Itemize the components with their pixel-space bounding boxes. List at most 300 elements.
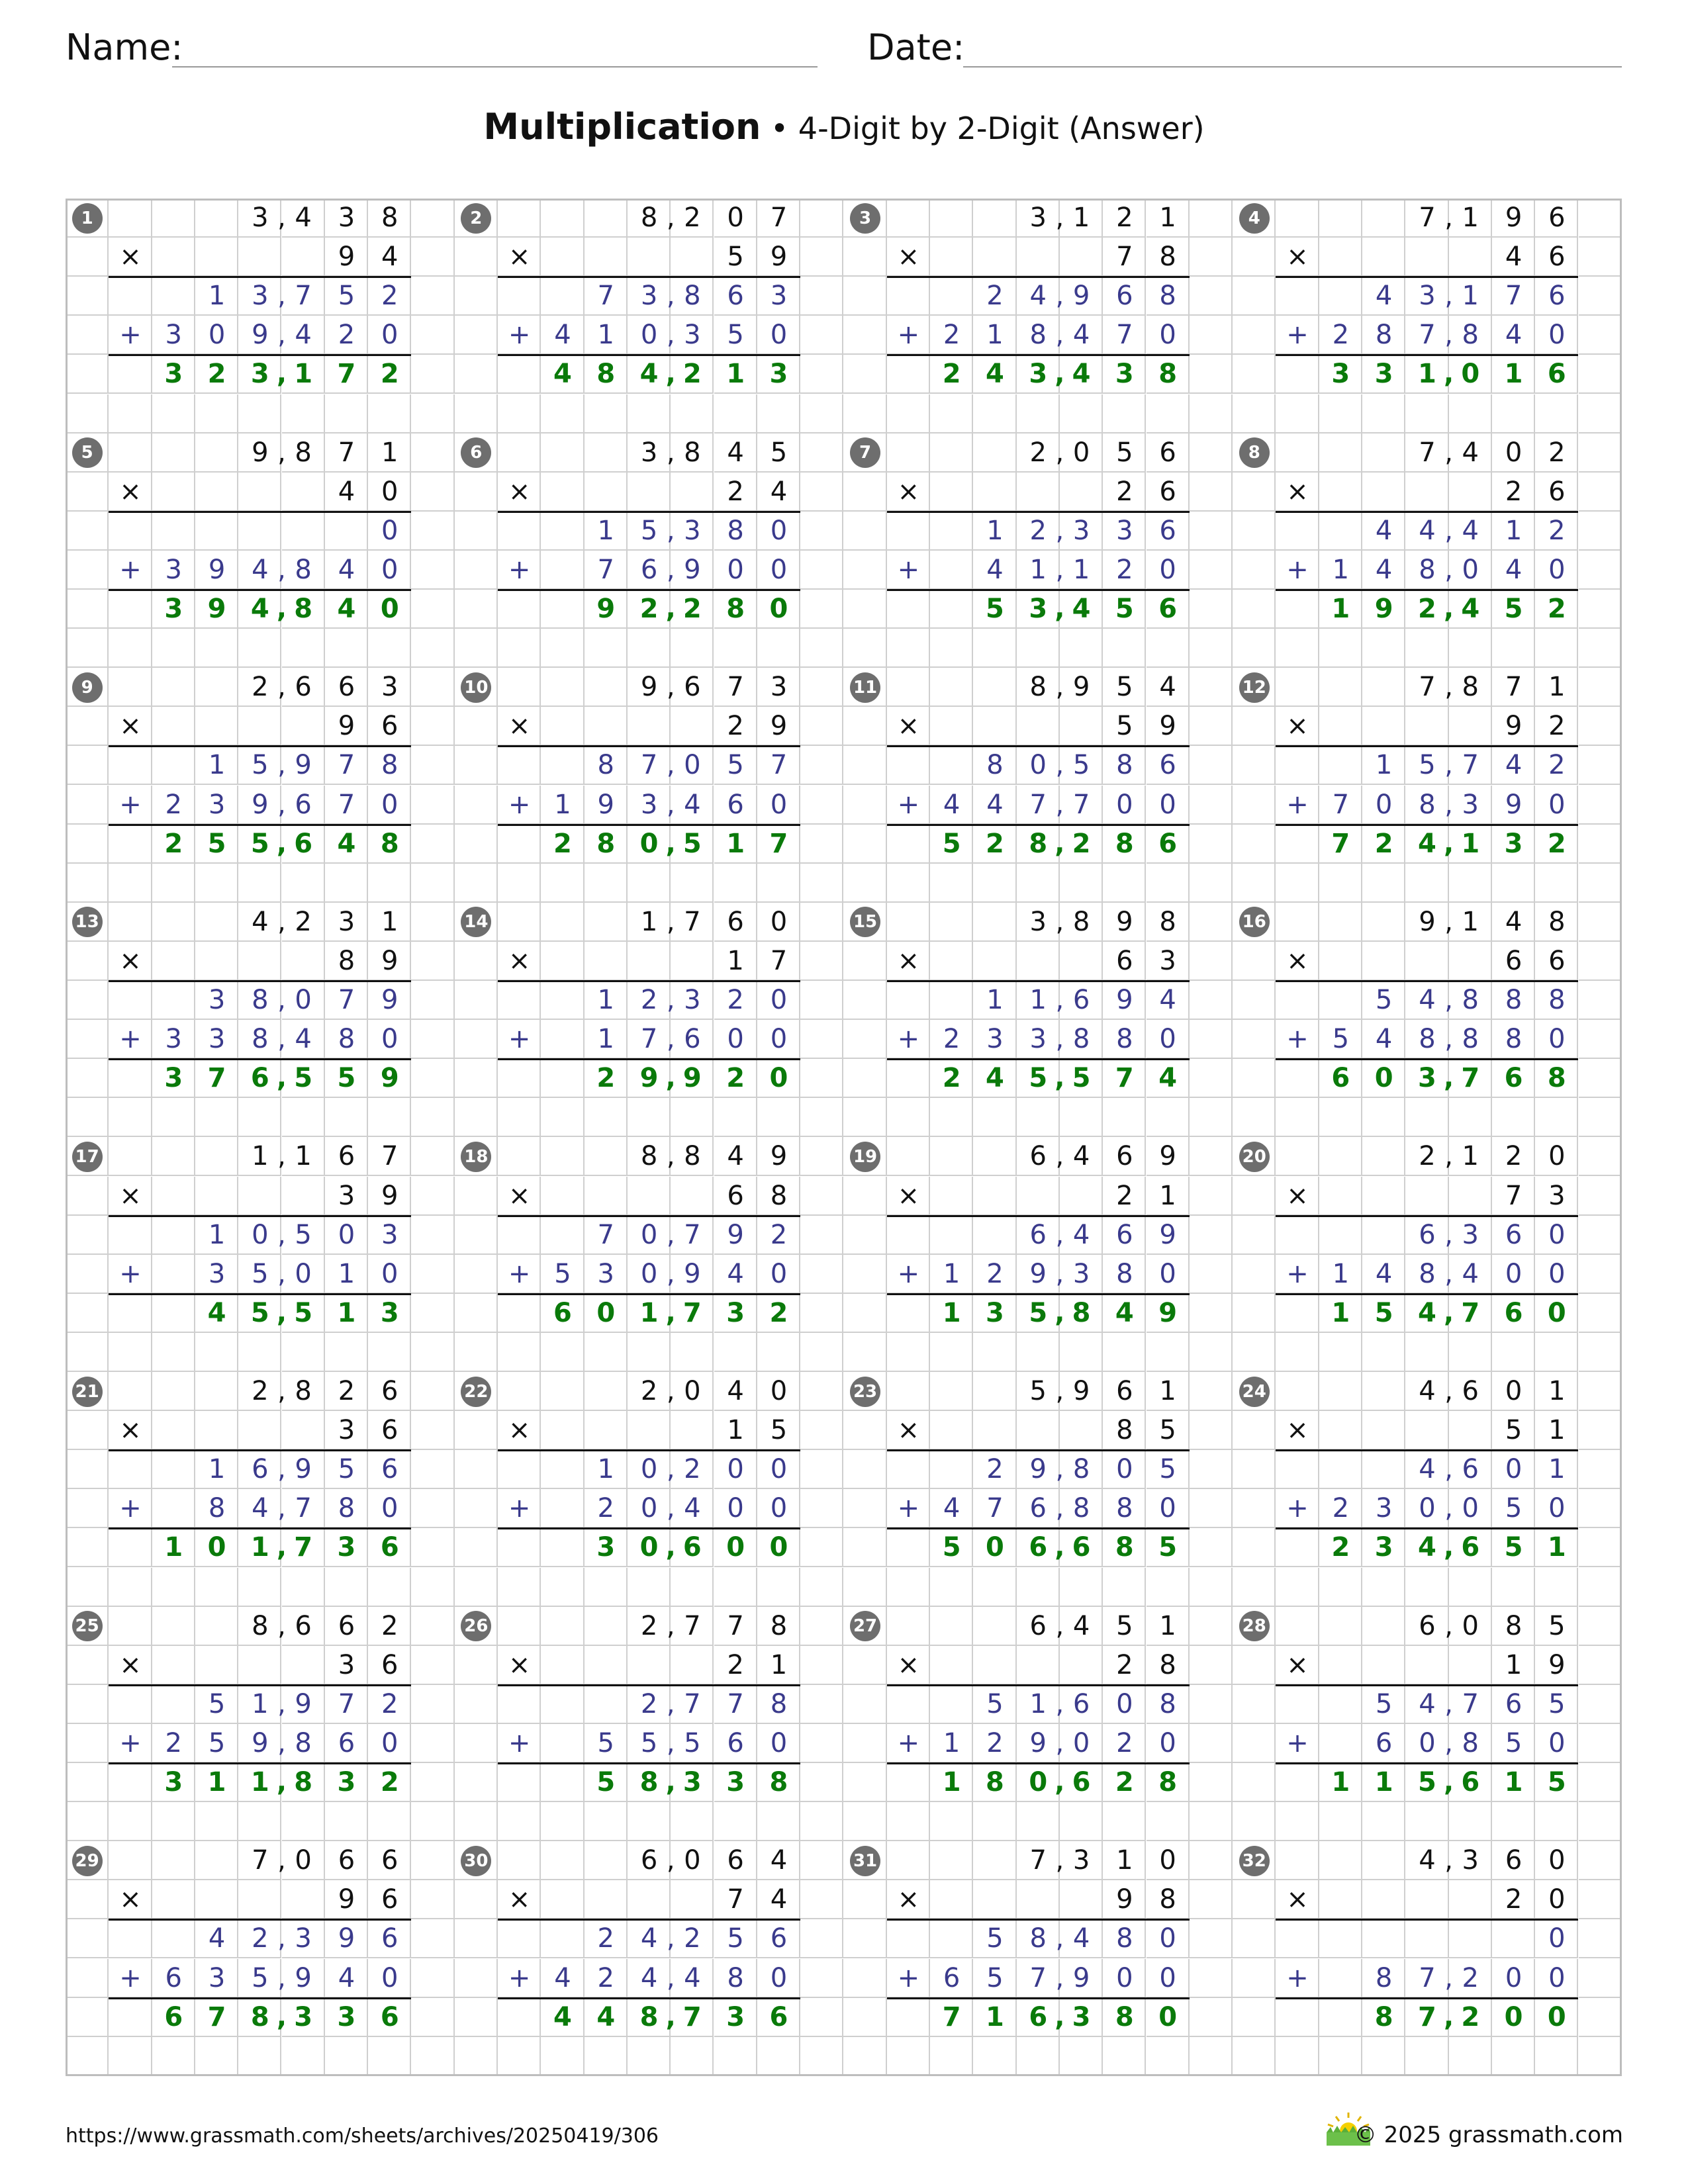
partial-product-1-comma: , — [1055, 281, 1064, 312]
partial-product-2-comma: , — [1444, 789, 1453, 820]
multiplicand-digit: 1 — [1116, 1845, 1133, 1876]
partial-product-2-digit: 5 — [640, 1727, 658, 1758]
partial-product-2-digit: 5 — [208, 1727, 226, 1758]
multiplicand-comma: , — [277, 203, 286, 233]
multiplicand-digit: 8 — [640, 203, 658, 233]
answer-digit: 7 — [1461, 1063, 1480, 1094]
plus-sign: + — [508, 789, 531, 820]
plus-sign: + — [508, 1493, 531, 1524]
partial-product-1-digit: 6 — [381, 1923, 399, 1954]
partial-product-2-digit: 7 — [1029, 1962, 1047, 1993]
plus-sign: + — [508, 320, 531, 351]
plus-sign: + — [897, 1024, 920, 1055]
multiplicand-comma: , — [666, 1845, 675, 1876]
partial-product-1-digit: 6 — [1505, 1688, 1523, 1719]
times-sign: × — [119, 945, 142, 976]
times-sign: × — [1286, 1180, 1309, 1211]
multiplicand-digit: 3 — [1029, 906, 1047, 937]
multiplier-digit: 7 — [1505, 1180, 1523, 1211]
partial-product-2-comma: , — [666, 1727, 675, 1758]
multiplier-digit: 6 — [1505, 945, 1523, 976]
multiplier-digit: 1 — [1548, 1415, 1566, 1446]
partial-product-1-comma: , — [277, 985, 286, 1015]
partial-product-1-digit: 4 — [1419, 985, 1436, 1015]
partial-product-2-digit: 0 — [1548, 789, 1566, 820]
partial-product-2-digit: 4 — [684, 1962, 701, 1993]
multiplier-digit: 4 — [1505, 242, 1523, 273]
multiplicand-comma: , — [277, 672, 286, 703]
multiplicand-digit: 8 — [252, 1610, 269, 1641]
partial-product-2-digit: 4 — [986, 789, 1004, 820]
answer-digit: 5 — [682, 828, 702, 859]
partial-product-1-digit: 3 — [684, 515, 701, 546]
times-sign: × — [508, 1884, 531, 1915]
answer-digit: 1 — [294, 359, 313, 390]
partial-product-1-digit: 8 — [1505, 985, 1523, 1015]
partial-product-1-comma: , — [1444, 1219, 1453, 1250]
answer-digit: 1 — [1547, 1532, 1566, 1563]
answer-digit: 4 — [1418, 1532, 1436, 1563]
answer-digit: 8 — [294, 1767, 313, 1797]
multiplicand-digit: 6 — [684, 672, 701, 703]
multiplicand-digit: 1 — [1462, 203, 1479, 233]
answer-digit: 3 — [1504, 828, 1523, 859]
partial-product-2-digit: 8 — [1462, 320, 1479, 351]
partial-product-1-digit: 1 — [597, 515, 614, 546]
answer-digit: 3 — [164, 594, 183, 624]
partial-product-1-digit: 6 — [1116, 1219, 1133, 1250]
times-sign: × — [1286, 711, 1309, 742]
partial-product-1-digit: 7 — [1462, 750, 1479, 781]
multiplier-digit: 9 — [381, 945, 399, 976]
multiplier-digit: 5 — [727, 242, 744, 273]
answer-digit: 2 — [1115, 1767, 1134, 1797]
answer-digit: 0 — [726, 1532, 745, 1563]
partial-product-2-digit: 5 — [252, 1962, 269, 1993]
answer-digit: 3 — [726, 1767, 745, 1797]
multiplier-digit: 4 — [381, 242, 399, 273]
answer-digit: 1 — [986, 2001, 1004, 2032]
answer-digit: 1 — [250, 1532, 269, 1563]
partial-product-1-digit: 5 — [1419, 750, 1436, 781]
problem-number-badge: 31 — [850, 1846, 880, 1876]
partial-product-1-digit: 2 — [381, 281, 399, 312]
partial-product-1-digit: 9 — [295, 750, 312, 781]
answer-digit: 2 — [1374, 828, 1393, 859]
multiplicand-digit: 0 — [1072, 437, 1090, 468]
multiplicand-comma: , — [1055, 1610, 1064, 1641]
partial-product-2-digit: 7 — [1116, 320, 1133, 351]
multiplicand-digit: 6 — [1116, 1141, 1133, 1172]
times-sign: × — [1286, 1415, 1309, 1446]
partial-product-1-digit: 5 — [727, 750, 744, 781]
partial-product-1-digit: 6 — [1505, 1219, 1523, 1250]
partial-product-1-digit: 6 — [1072, 1688, 1090, 1719]
multiplicand-digit: 7 — [252, 1845, 269, 1876]
partial-product-1-digit: 7 — [1462, 1688, 1479, 1719]
partial-product-2-digit: 7 — [1419, 320, 1436, 351]
multiplier-digit: 6 — [1548, 945, 1566, 976]
answer-digit: 3 — [596, 1532, 616, 1563]
multiplier-digit: 2 — [1505, 476, 1523, 507]
partial-product-2-digit: 3 — [1072, 1258, 1090, 1289]
multiplicand-digit: 2 — [338, 1376, 355, 1406]
partial-product-1-digit: 2 — [640, 985, 658, 1015]
partial-product-1-digit: 6 — [1159, 750, 1176, 781]
answer-digit: 4 — [553, 359, 572, 390]
answer-comma: , — [1443, 359, 1454, 390]
answer-digit: 3 — [337, 2001, 356, 2032]
partial-product-1-digit: 3 — [381, 1219, 399, 1250]
partial-product-2-digit: 2 — [165, 1727, 182, 1758]
answer-digit: 1 — [1504, 359, 1523, 390]
multiplicand-digit: 1 — [1462, 906, 1479, 937]
problem-number-badge: 13 — [72, 907, 103, 937]
answer-digit: 5 — [294, 1297, 313, 1328]
answer-digit: 3 — [1115, 359, 1134, 390]
answer-digit: 1 — [207, 1767, 226, 1797]
partial-product-1-digit: 2 — [770, 1219, 788, 1250]
multiplier-digit: 3 — [1159, 945, 1176, 976]
answer-digit: 3 — [769, 359, 788, 390]
multiplicand-digit: 2 — [1116, 203, 1133, 233]
times-sign: × — [119, 476, 142, 507]
plus-sign: + — [508, 1024, 531, 1055]
answer-digit: 1 — [1374, 1767, 1393, 1797]
problem-number-badge: 14 — [461, 907, 491, 937]
multiplicand-digit: 4 — [1505, 906, 1523, 937]
multiplier-digit: 6 — [1548, 476, 1566, 507]
partial-product-1-digit: 1 — [208, 1219, 226, 1250]
answer-digit: 4 — [553, 2001, 572, 2032]
answer-digit: 2 — [380, 1767, 399, 1797]
partial-product-1-digit: 6 — [1462, 1454, 1479, 1485]
partial-product-2-digit: 7 — [640, 1024, 658, 1055]
partial-product-2-digit: 3 — [165, 1024, 182, 1055]
partial-product-1-digit: 8 — [770, 1688, 788, 1719]
partial-product-1-digit: 2 — [727, 985, 744, 1015]
problem-number-badge: 30 — [461, 1846, 491, 1876]
partial-product-1-digit: 6 — [1548, 281, 1566, 312]
partial-product-1-digit: 0 — [770, 515, 788, 546]
partial-product-2-digit: 4 — [640, 1962, 658, 1993]
answer-comma: , — [1055, 1532, 1065, 1563]
partial-product-1-comma: , — [666, 515, 675, 546]
multiplicand-digit: 3 — [640, 437, 658, 468]
partial-product-2-digit: 4 — [295, 1024, 312, 1055]
partial-product-2-digit: 3 — [1375, 1493, 1393, 1524]
multiplicand-digit: 9 — [1116, 906, 1133, 937]
partial-product-1-digit: 5 — [295, 1219, 312, 1250]
partial-product-1-digit: 8 — [1548, 985, 1566, 1015]
answer-digit: 7 — [682, 1297, 702, 1328]
partial-product-1-comma: , — [666, 281, 675, 312]
answer-digit: 8 — [1072, 1297, 1091, 1328]
multiplicand-digit: 0 — [684, 1376, 701, 1406]
multiplier-digit: 6 — [727, 1180, 744, 1211]
partial-product-1-digit: 2 — [684, 1923, 701, 1954]
partial-product-2-digit: 8 — [1375, 320, 1393, 351]
answer-digit: 6 — [1461, 1767, 1480, 1797]
partial-product-2-digit: 3 — [684, 320, 701, 351]
partial-product-1-digit: 0 — [381, 515, 399, 546]
answer-comma: , — [665, 359, 676, 390]
answer-digit: 8 — [294, 594, 313, 624]
partial-product-1-digit: 2 — [252, 1923, 269, 1954]
multiplicand-digit: 8 — [1548, 906, 1566, 937]
answer-digit: 7 — [1115, 1063, 1134, 1094]
partial-product-1-digit: 1 — [208, 750, 226, 781]
multiplicand-comma: , — [277, 1141, 286, 1172]
answer-digit: 2 — [1547, 594, 1566, 624]
multiplicand-digit: 4 — [770, 1845, 788, 1876]
partial-product-2-comma: , — [277, 1024, 286, 1055]
partial-product-1-digit: 7 — [295, 281, 312, 312]
multiplicand-digit: 7 — [684, 906, 701, 937]
partial-product-2-digit: 6 — [727, 789, 744, 820]
partial-product-2-digit: 0 — [381, 1962, 399, 1993]
answer-digit: 1 — [1461, 828, 1480, 859]
times-sign: × — [119, 242, 142, 273]
answer-digit: 4 — [1072, 359, 1091, 390]
partial-product-1-digit: 8 — [1029, 1923, 1047, 1954]
multiplicand-digit: 4 — [252, 906, 269, 937]
answer-comma: , — [1055, 359, 1065, 390]
multiplicand-digit: 7 — [727, 672, 744, 703]
answer-digit: 4 — [596, 2001, 616, 2032]
partial-product-1-comma: , — [1055, 1219, 1064, 1250]
answer-digit: 2 — [769, 1297, 788, 1328]
answer-digit: 5 — [1115, 594, 1134, 624]
multiplier-digit: 9 — [1116, 1884, 1133, 1915]
partial-product-2-digit: 4 — [943, 1493, 961, 1524]
partial-product-1-digit: 1 — [597, 985, 614, 1015]
partial-product-2-comma: , — [666, 1962, 675, 1993]
partial-product-2-digit: 8 — [252, 1024, 269, 1055]
problem-number-badge: 5 — [72, 437, 103, 468]
times-sign: × — [1286, 1884, 1309, 1915]
partial-product-1-digit: 8 — [684, 281, 701, 312]
multiplier-digit: 4 — [770, 1884, 788, 1915]
partial-product-2-comma: , — [1444, 320, 1453, 351]
problem-number-badge: 17 — [72, 1142, 103, 1172]
answer-digit: 2 — [164, 828, 183, 859]
multiplicand-comma: , — [1444, 1141, 1453, 1172]
answer-digit: 0 — [986, 1532, 1004, 1563]
multiplier-digit: 7 — [727, 1884, 744, 1915]
date-field-line[interactable] — [963, 66, 1622, 68]
answer-digit: 9 — [682, 1063, 702, 1094]
partial-product-2-digit: 9 — [252, 320, 269, 351]
multiplicand-comma: , — [1444, 437, 1453, 468]
partial-product-2-digit: 4 — [338, 554, 355, 585]
times-sign: × — [119, 1180, 142, 1211]
answer-digit: 3 — [1029, 359, 1048, 390]
answer-comma: , — [276, 828, 287, 859]
answer-comma: , — [1055, 828, 1065, 859]
answer-digit: 8 — [1115, 828, 1134, 859]
multiplicand-digit: 2 — [1548, 437, 1566, 468]
answer-digit: 2 — [639, 594, 659, 624]
partial-product-2-digit: 0 — [640, 1258, 658, 1289]
partial-product-2-digit: 0 — [295, 1258, 312, 1289]
multiplicand-digit: 0 — [1548, 1141, 1566, 1172]
times-sign: × — [897, 1415, 920, 1446]
partial-product-1-digit: 9 — [381, 985, 399, 1015]
partial-product-1-digit: 6 — [1159, 515, 1176, 546]
multiplicand-digit: 4 — [727, 1376, 744, 1406]
answer-digit: 7 — [294, 1532, 313, 1563]
answer-digit: 8 — [726, 594, 745, 624]
problem-number-badge: 18 — [461, 1142, 491, 1172]
partial-product-2-digit: 0 — [1548, 1727, 1566, 1758]
answer-digit: 4 — [986, 1063, 1004, 1094]
plus-sign: + — [1286, 1024, 1309, 1055]
answer-digit: 3 — [1029, 594, 1048, 624]
multiplier-digit: 1 — [1505, 1649, 1523, 1680]
partial-product-2-comma: , — [1444, 1493, 1453, 1524]
problem-number-badge: 6 — [461, 437, 491, 468]
answer-digit: 2 — [1461, 2001, 1480, 2032]
partial-product-2-digit: 1 — [1332, 554, 1350, 585]
multiplicand-comma: , — [1444, 672, 1453, 703]
partial-product-2-digit: 7 — [338, 789, 355, 820]
partial-product-1-digit: 5 — [1375, 1688, 1393, 1719]
answer-comma: , — [1443, 594, 1454, 624]
multiplicand-comma: , — [1444, 203, 1453, 233]
answer-comma: , — [665, 2001, 676, 2032]
partial-product-2-digit: 4 — [554, 320, 571, 351]
partial-product-1-digit: 4 — [1462, 515, 1479, 546]
answer-comma: , — [1443, 1532, 1454, 1563]
partial-product-2-digit: 7 — [1072, 789, 1090, 820]
multiplicand-comma: , — [1055, 437, 1064, 468]
multiplicand-digit: 3 — [381, 672, 399, 703]
times-sign: × — [1286, 945, 1309, 976]
partial-product-1-digit: 1 — [1375, 750, 1393, 781]
multiplicand-digit: 0 — [727, 203, 744, 233]
multiplicand-digit: 8 — [770, 1610, 788, 1641]
multiplicand-digit: 8 — [640, 1141, 658, 1172]
title-main: Multiplication — [483, 106, 761, 148]
partial-product-1-digit: 1 — [986, 985, 1004, 1015]
answer-digit: 0 — [769, 594, 788, 624]
partial-product-2-digit: 8 — [1462, 1024, 1479, 1055]
answer-digit: 3 — [164, 1063, 183, 1094]
partial-product-2-comma: , — [666, 1024, 675, 1055]
answer-comma: , — [276, 1063, 287, 1094]
title-subtitle: • 4-Digit by 2-Digit (Answer) — [761, 111, 1205, 146]
partial-product-1-digit: 5 — [640, 515, 658, 546]
partial-product-1-digit: 7 — [597, 1219, 614, 1250]
partial-product-1-digit: 7 — [770, 750, 788, 781]
partial-product-2-comma: , — [1444, 554, 1453, 585]
problem-number-badge: 4 — [1239, 203, 1270, 234]
answer-comma: , — [665, 594, 676, 624]
times-sign: × — [508, 945, 531, 976]
partial-product-1-digit: 1 — [1548, 1454, 1566, 1485]
partial-product-2-digit: 3 — [208, 789, 226, 820]
partial-product-1-digit: 4 — [1419, 1688, 1436, 1719]
answer-digit: 8 — [596, 359, 616, 390]
plus-sign: + — [119, 1962, 142, 1993]
multiplicand-comma: , — [666, 672, 675, 703]
multiplicand-digit: 6 — [727, 1845, 744, 1876]
partial-product-1-digit: 6 — [252, 1454, 269, 1485]
partial-product-2-digit: 6 — [684, 1024, 701, 1055]
answer-digit: 4 — [1072, 594, 1091, 624]
answer-digit: 8 — [1115, 1532, 1134, 1563]
answer-digit: 2 — [726, 1063, 745, 1094]
answer-comma: , — [1055, 594, 1065, 624]
partial-product-2-digit: 4 — [986, 554, 1004, 585]
multiplier-digit: 8 — [770, 1180, 788, 1211]
multiplier-digit: 9 — [338, 711, 355, 742]
multiplicand-digit: 0 — [1462, 1610, 1479, 1641]
partial-product-2-digit: 2 — [338, 320, 355, 351]
multiplicand-digit: 6 — [1462, 1376, 1479, 1406]
plus-sign: + — [119, 1258, 142, 1289]
answer-digit: 8 — [639, 1767, 659, 1797]
partial-product-2-digit: 4 — [684, 789, 701, 820]
partial-product-1-digit: 7 — [597, 281, 614, 312]
answer-digit: 0 — [596, 1297, 616, 1328]
partial-product-2-digit: 3 — [986, 1024, 1004, 1055]
partial-product-2-digit: 2 — [943, 320, 961, 351]
partial-product-1-digit: 5 — [1548, 1688, 1566, 1719]
answer-digit: 3 — [1374, 1532, 1393, 1563]
partial-product-2-digit: 6 — [640, 554, 658, 585]
problem-number-badge: 28 — [1239, 1611, 1270, 1641]
multiplicand-digit: 5 — [1548, 1610, 1566, 1641]
partial-product-1-digit: 3 — [770, 281, 788, 312]
multiplicand-digit: 8 — [684, 1141, 701, 1172]
partial-product-1-digit: 0 — [1116, 1688, 1133, 1719]
multiplicand-digit: 1 — [295, 1141, 312, 1172]
partial-product-2-digit: 0 — [1462, 1493, 1479, 1524]
partial-product-1-comma: , — [666, 1454, 675, 1485]
multiplicand-comma: , — [1055, 1376, 1064, 1406]
partial-product-1-comma: , — [1444, 1454, 1453, 1485]
partial-product-2-digit: 0 — [381, 789, 399, 820]
partial-product-2-digit: 0 — [727, 1024, 744, 1055]
answer-digit: 3 — [1072, 2001, 1091, 2032]
partial-product-1-digit: 7 — [1505, 281, 1523, 312]
partial-product-1-digit: 2 — [986, 281, 1004, 312]
partial-product-1-digit: 2 — [684, 1454, 701, 1485]
answer-digit: 9 — [639, 1063, 659, 1094]
multiplicand-comma: , — [1055, 1845, 1064, 1876]
partial-product-2-digit: 9 — [1072, 1962, 1090, 1993]
problem-number-badge: 15 — [850, 907, 880, 937]
multiplier-digit: 4 — [770, 476, 788, 507]
multiplicand-digit: 6 — [381, 1845, 399, 1876]
answer-comma: , — [665, 1532, 676, 1563]
times-sign: × — [508, 476, 531, 507]
name-field-line[interactable] — [172, 66, 818, 68]
answer-digit: 5 — [250, 1297, 269, 1328]
partial-product-1-comma: , — [277, 750, 286, 781]
partial-product-1-digit: 1 — [1029, 985, 1047, 1015]
partial-product-2-comma: , — [666, 554, 675, 585]
partial-product-1-digit: 2 — [986, 1454, 1004, 1485]
partial-product-1-digit: 3 — [1462, 1219, 1479, 1250]
multiplier-digit: 9 — [770, 242, 788, 273]
answer-digit: 3 — [337, 1767, 356, 1797]
answer-digit: 6 — [164, 2001, 183, 2032]
times-sign: × — [119, 1649, 142, 1680]
partial-product-1-comma: , — [277, 1219, 286, 1250]
